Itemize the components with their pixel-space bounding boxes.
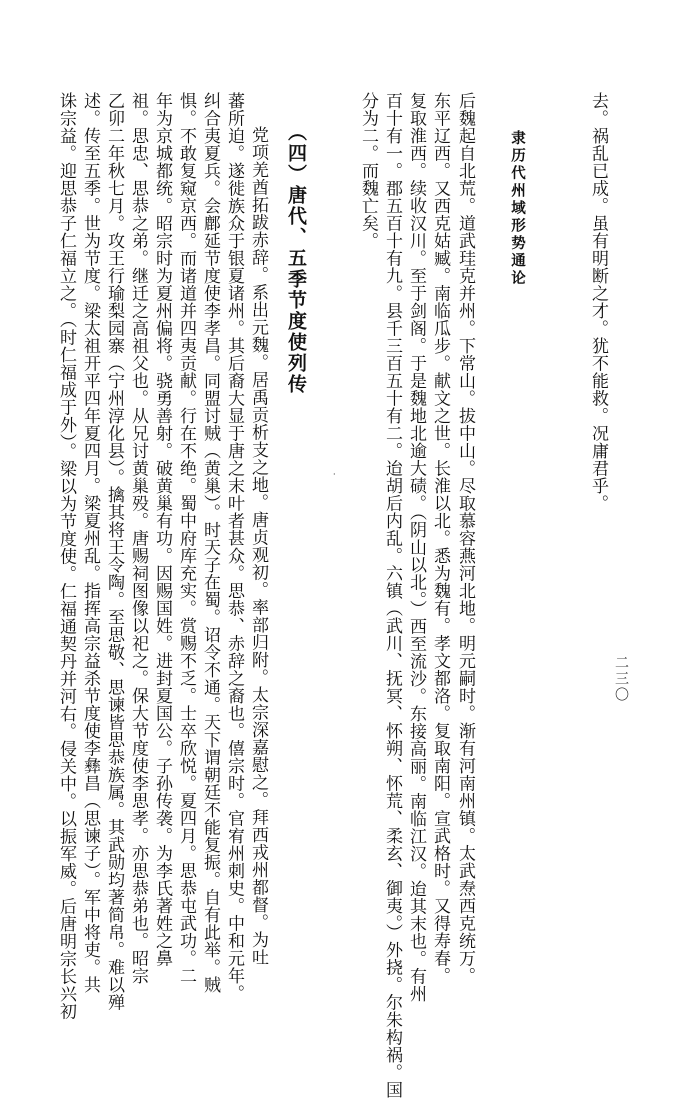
bottom-text-column: 诛宗益。迎思恭子仁福立之。（时仁福成于外）。梁以为节度使。仁福通契丹并河右。侵关中。以振军威。后唐明宗长兴初 — [56, 92, 76, 1020]
stray-mark: · — [333, 470, 336, 479]
page-number: 二三〇 — [613, 655, 629, 703]
middle-text-column: 后魏起自北荒。道武珪克并州。下常山。拔中山。尽取慕容燕河北地。明元嗣时。渐有河南州镇。太武焘西克统万。 — [455, 92, 475, 985]
middle-text-column: 复取淮西。续收汉川。至于剑阁。于是魏地北逾大碛。（阴山以北。）西至流沙。东接高丽。南临江汉。迨其末也。有州 — [406, 92, 426, 1003]
bottom-text-column: 惧。不敢复窥京西。而诸道并四夷贡献。行在不绝。蜀中府库充实。赏赐不乏。士卒欣悦。夏四月。思恭屯武功。二 — [176, 92, 196, 985]
bottom-text-column: 纠合夷夏兵。会鄜延节度使李孝昌。同盟讨贼（黄巢）。时天子在蜀。诏令不通。天下谓朝廷不能复振。自有此举。贼 — [200, 92, 220, 994]
bottom-text-column: 述。传至五季。世为节度。梁太祖开平四年夏四月。梁夏州乱。指挥高宗益杀节度使李彝昌（思谏子）。军中将吏。共 — [80, 92, 100, 994]
middle-text-column: 分为二。而魏亡矣。 — [358, 92, 378, 250]
top-text-column: 去。祸乱已成。虽有明断之才。犹不能救。况庸君乎。 — [588, 92, 608, 512]
middle-text-column: 东平辽西。又西克姑臧。南临瓜步。献文之世。长淮以北。悉为魏有。孝文都洛。复取南阳。宣武格时。又得寿春。 — [430, 92, 450, 985]
bottom-text-column: 党项羌酋拓跋赤辞。系出元魏。居禹贡析支之地。唐贞观初。率部归附。太宗深嘉慰之。拜西戎州都督。为吐 — [248, 126, 268, 966]
bottom-text-column: 年为京城都统。昭宗时为夏州偏将。骁勇善射。破黄巢有功。因赐国姓。进封夏国公。子孙传袭。为李氏著姓之鼻 — [152, 92, 172, 967]
middle-text-column: 百十有一。郡五百十有九。县千三百五十有二。迨胡后内乱。六镇（武川、抚冥、怀朔、怀荒、柔玄、御夷。）外挠。尔朱构祸。国 — [382, 92, 402, 1099]
section-title: （四）唐代、五季节度使列传 — [285, 122, 307, 395]
running-header: 隶历代州域形势通论 — [509, 130, 526, 288]
bottom-text-column: 祖。思忠、思恭之弟。继迁之高祖父也。从兄讨黄巢殁。唐赐祠图像以祀之。保大节度使李思孝。亦思恭弟也。昭宗 — [128, 92, 148, 985]
bottom-text-column: 蕃所迫。遂徙族众于银夏诸州。其后裔大显于唐之末叶者甚众。思恭、赤辞之裔也。僖宗时。官宥州刺史。中和元年。 — [224, 92, 244, 1002]
bottom-text-column: 乙卯二年秋七月。攻王行瑜梨园寨（宁州淳化县）。擒其将王令陶。至思敬、思谏皆思恭族属。其武勋均著简帛。难以殚 — [104, 92, 124, 1011]
